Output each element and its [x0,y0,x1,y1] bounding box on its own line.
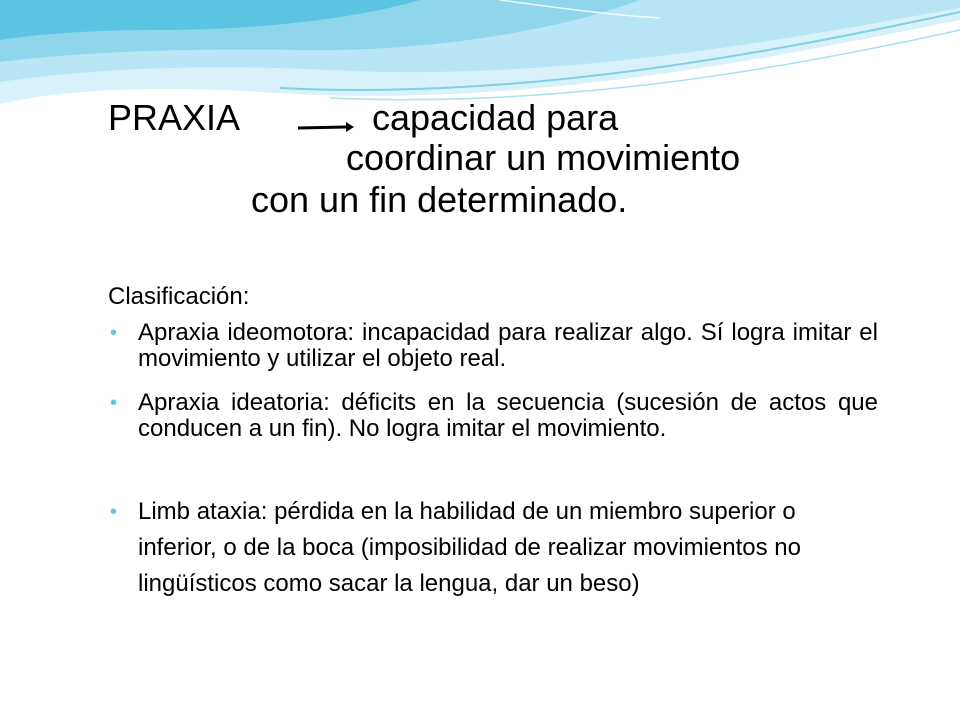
title-definition-line3: con un fin determinado. [251,179,628,220]
list-item [108,320,878,372]
title-definition-line2: coordinar un movimiento [346,137,741,178]
bullet-text: Apraxia ideomotora: incapacidad para realizar algo. Sí logra imitar el movimiento y utilizar el objeto real. [138,319,878,372]
bullet-dot-icon: • [110,501,118,523]
bullet-list-item-2 [108,390,878,442]
bullet-list-item-1 [108,320,878,372]
classification-heading: Clasificación: [108,283,250,310]
right-arrow-icon [296,118,356,136]
list-item [108,390,878,442]
bullet-list-item-3 [108,494,878,602]
bullet-text: Apraxia ideatoria: déficits en la secuencia (sucesión de actos que conducen a un fin). No logra imitar el movimiento. [138,389,878,442]
bullet-dot-icon: • [110,322,118,344]
bullet-text: Limb ataxia: pérdida en la habilidad de un miembro superior o inferior, o de la boca (imposibilidad de realizar movimientos no lingüísticos como sacar la lengua, dar un beso) [138,498,801,597]
title-definition-line1: capacidad para [372,97,619,138]
list-item [108,494,878,602]
title-term: PRAXIA [108,97,241,138]
bullet-dot-icon: • [110,392,118,414]
